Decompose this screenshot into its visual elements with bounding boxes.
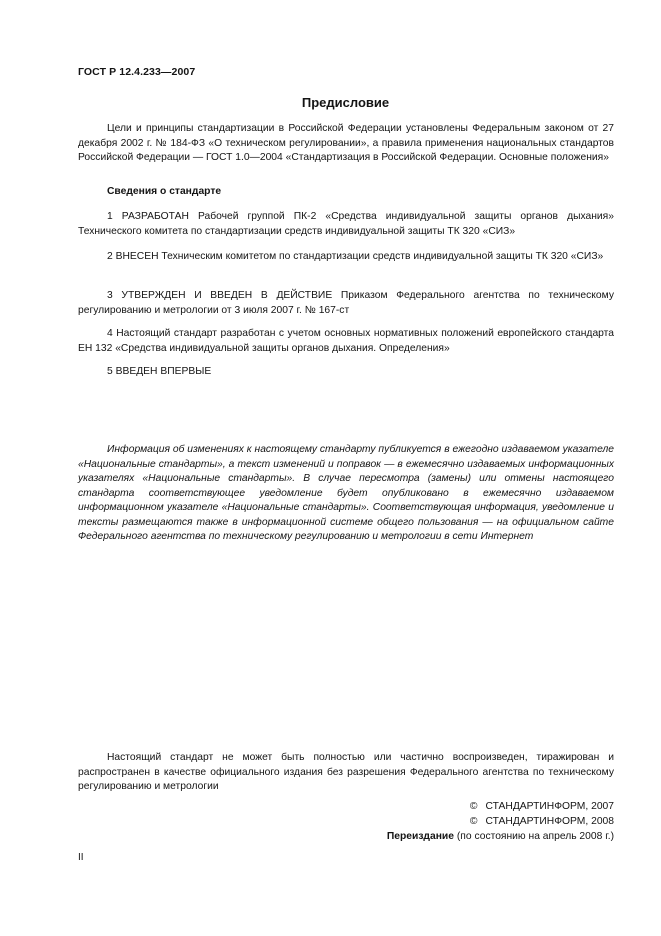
section-heading: Сведения о стандарте: [107, 186, 222, 197]
copyright-block: [387, 799, 614, 844]
document-code-header: ГОСТ Р 12.4.233—2007: [78, 66, 196, 78]
list-item: 5 ВВЕДЕН ВПЕРВЫЕ: [107, 366, 212, 377]
copyright-notice-paragraph: Настоящий стандарт не может быть полностью или частично воспроизведен, тиражирован и распространен в качестве официального издания без разрешения Федерального агентства по техническому регулированию и метрологии: [78, 752, 614, 792]
list-item: 3 УТВЕРЖДЕН И ВВЕДЕН В ДЕЙСТВИЕ Приказом Федерального агентства по техническому регулированию и метрологии от 3 июля 2007 г. № 167-ст: [78, 290, 614, 316]
list-item: 2 ВНЕСЕН Техническим комитетом по стандартизации средств индивидуальной защиты ТК 320 «СИЗ»: [107, 251, 604, 262]
copyright-text: СТАНДАРТИНФОРМ, 2008: [485, 816, 614, 827]
copyright-text: СТАНДАРТИНФОРМ, 2007: [485, 801, 614, 812]
copyright-symbol: ©: [469, 816, 478, 827]
copyright-line: [387, 799, 614, 814]
copyright-line: [387, 814, 614, 829]
list-item: 4 Настоящий стандарт разработан с учетом основных нормативных положений европейского стандарта ЕН 132 «Средства индивидуальной защиты органов дыхания. Определения»: [78, 328, 614, 354]
reprint-label: Переиздание: [386, 831, 454, 842]
list-item: 1 РАЗРАБОТАН Рабочей группой ПК-2 «Средства индивидуальной защиты органов дыхания» Технического комитета по стандартизации средств индивидуальной защиты ТК 320 «СИЗ»: [78, 211, 614, 237]
intro-paragraph: Цели и принципы стандартизации в Российской Федерации установлены Федеральным законом от 27 декабря 2002 г. № 184-ФЗ «О техническом регулировании», а правила применения национальных стандартов Российской Федерации — ГОСТ 1.0—2004 «Стандартизация в Российской Федерации. Основные положения»: [78, 123, 614, 163]
reprint-line: [387, 829, 614, 844]
info-note-paragraph: Информация об изменениях к настоящему стандарту публикуется в ежегодно издаваемом указателе «Национальные стандарты», а текст изменений и поправок — в ежемесячно издаваемых информационных указателях «Национальные стандарты». В случае пересмотра (замены) или отмены настоящего стандарта соответствующее уведомление будет опубликовано в ежемесячно издаваемом информационном указателе «Национальные стандарты». Соответствующая информация, уведомление и тексты размещаются также в информационной системе общего пользования — на официальном сайте Федерального агентства по техническому регулированию и метрологии в сети Интернет: [78, 444, 614, 542]
page-title: Предисловие: [301, 95, 390, 110]
reprint-note: (по состоянию на апрель 2008 г.): [456, 831, 614, 842]
copyright-symbol: ©: [469, 801, 478, 812]
page-number: II: [78, 852, 84, 863]
